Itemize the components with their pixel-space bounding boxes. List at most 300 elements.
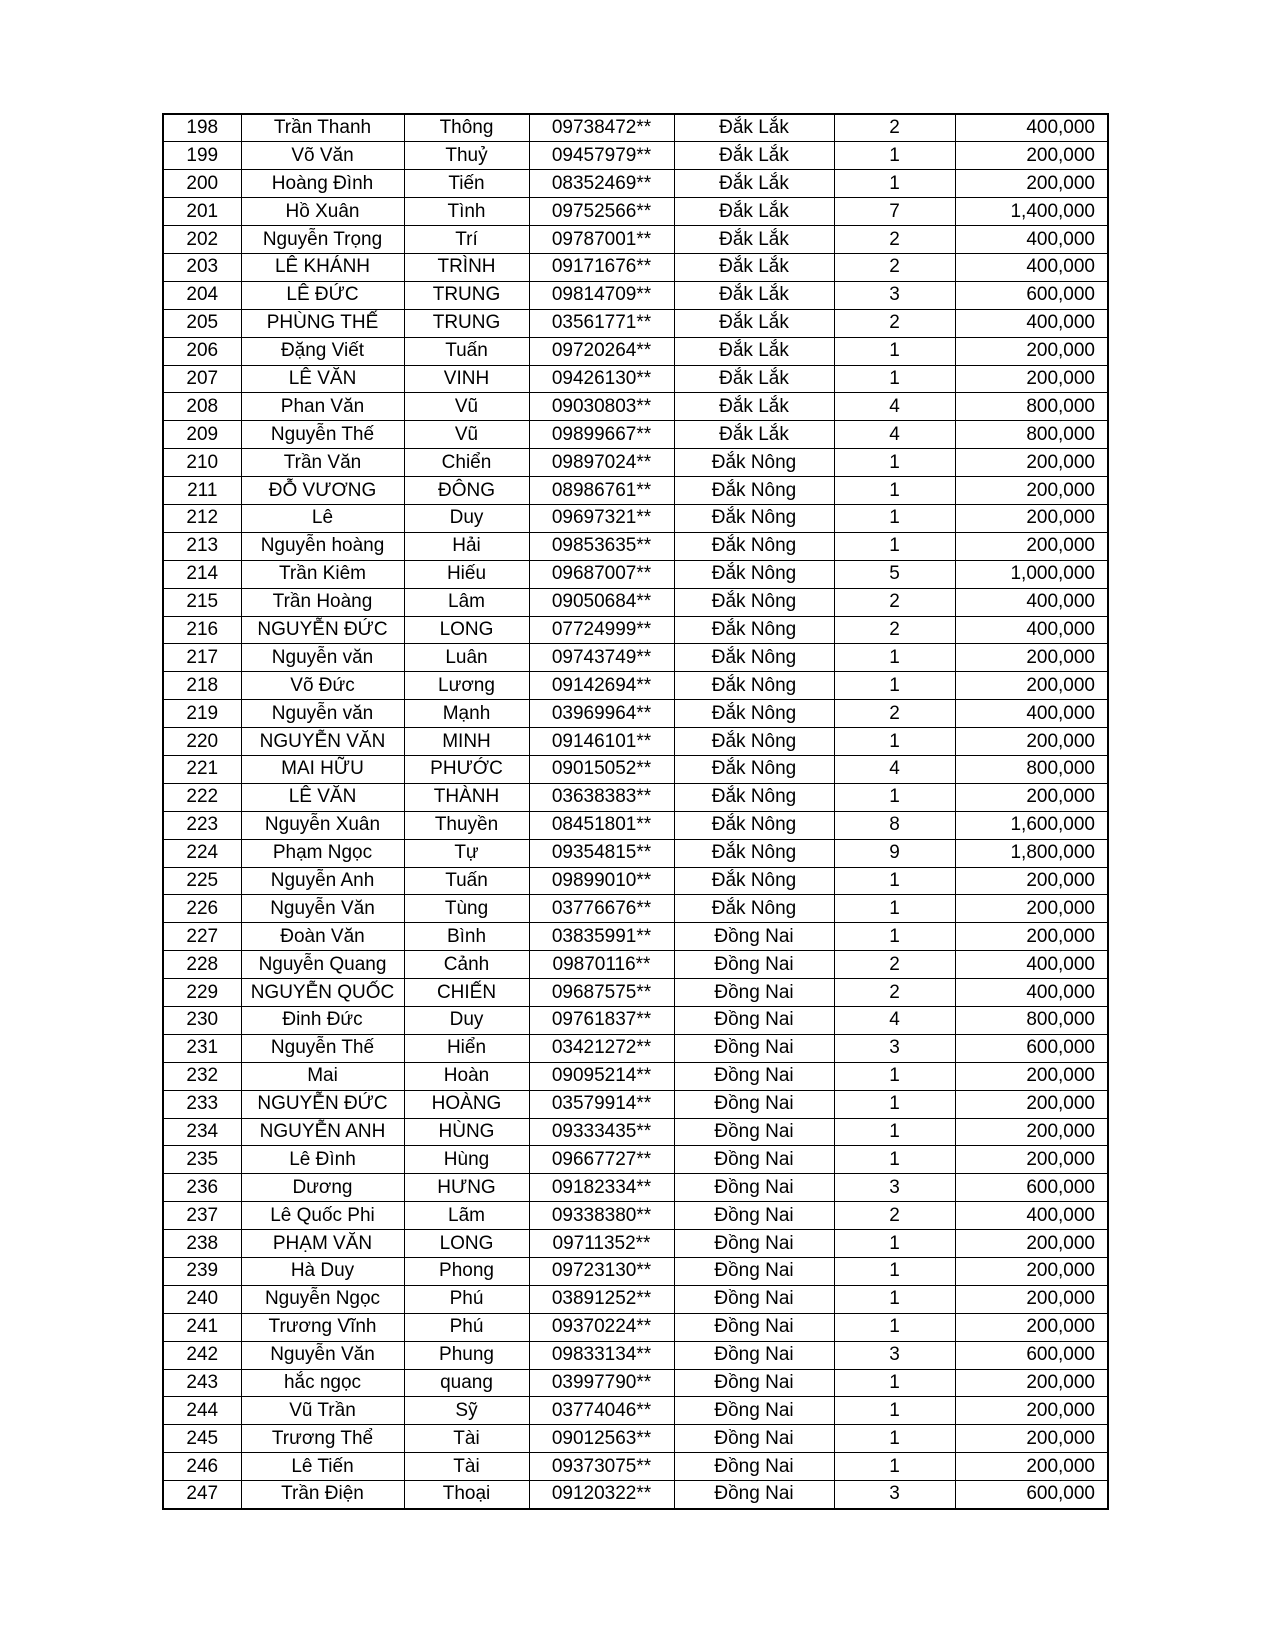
- province-cell: Đắk Lắk: [674, 337, 834, 365]
- phone-cell: 07724999**: [529, 616, 674, 644]
- table-row: [163, 170, 1108, 198]
- data-table: [162, 113, 1109, 1510]
- quantity-cell: 2: [834, 700, 955, 728]
- table-row: [163, 1313, 1108, 1341]
- quantity-cell: 1: [834, 867, 955, 895]
- province-cell: Đắk Nông: [674, 755, 834, 783]
- phone-cell: 09373075**: [529, 1453, 674, 1481]
- quantity-cell: 1: [834, 1230, 955, 1258]
- row-number-cell: 244: [163, 1397, 241, 1425]
- amount-cell: 600,000: [955, 1174, 1108, 1202]
- table-row: [163, 811, 1108, 839]
- quantity-cell: 4: [834, 421, 955, 449]
- row-number-cell: 232: [163, 1062, 241, 1090]
- last-middle-name-cell: Nguyễn Văn: [241, 1341, 404, 1369]
- row-number-cell: 236: [163, 1174, 241, 1202]
- province-cell: Đắk Lắk: [674, 170, 834, 198]
- phone-cell: 09720264**: [529, 337, 674, 365]
- last-middle-name-cell: Trần Thanh: [241, 114, 404, 142]
- province-cell: Đồng Nai: [674, 1369, 834, 1397]
- last-middle-name-cell: Đặng Viết: [241, 337, 404, 365]
- quantity-cell: 9: [834, 839, 955, 867]
- quantity-cell: 1: [834, 170, 955, 198]
- table-row: [163, 560, 1108, 588]
- row-number-cell: 234: [163, 1118, 241, 1146]
- amount-cell: 200,000: [955, 477, 1108, 505]
- first-name-cell: Tài: [404, 1453, 529, 1481]
- first-name-cell: Duy: [404, 504, 529, 532]
- phone-cell: 09870116**: [529, 951, 674, 979]
- province-cell: Đắk Lắk: [674, 226, 834, 254]
- table-row: [163, 198, 1108, 226]
- amount-cell: 200,000: [955, 895, 1108, 923]
- last-middle-name-cell: Trần Hoàng: [241, 588, 404, 616]
- amount-cell: 400,000: [955, 616, 1108, 644]
- table-row: [163, 477, 1108, 505]
- row-number-cell: 210: [163, 449, 241, 477]
- first-name-cell: Tiến: [404, 170, 529, 198]
- row-number-cell: 213: [163, 532, 241, 560]
- first-name-cell: THÀNH: [404, 783, 529, 811]
- province-cell: Đồng Nai: [674, 1174, 834, 1202]
- first-name-cell: Hiếu: [404, 560, 529, 588]
- phone-cell: 09833134**: [529, 1341, 674, 1369]
- table-row: [163, 309, 1108, 337]
- table-row: [163, 281, 1108, 309]
- quantity-cell: 1: [834, 1397, 955, 1425]
- amount-cell: 1,800,000: [955, 839, 1108, 867]
- row-number-cell: 247: [163, 1481, 241, 1509]
- table-row: [163, 951, 1108, 979]
- last-middle-name-cell: NGUYỄN ANH: [241, 1118, 404, 1146]
- first-name-cell: Thông: [404, 114, 529, 142]
- quantity-cell: 1: [834, 365, 955, 393]
- amount-cell: 400,000: [955, 979, 1108, 1007]
- province-cell: Đắk Lắk: [674, 114, 834, 142]
- row-number-cell: 203: [163, 253, 241, 281]
- phone-cell: 08451801**: [529, 811, 674, 839]
- last-middle-name-cell: Lê: [241, 504, 404, 532]
- last-middle-name-cell: LÊ VĂN: [241, 365, 404, 393]
- province-cell: Đồng Nai: [674, 979, 834, 1007]
- table-row: [163, 1174, 1108, 1202]
- last-middle-name-cell: Hồ Xuân: [241, 198, 404, 226]
- last-middle-name-cell: Trần Kiêm: [241, 560, 404, 588]
- quantity-cell: 7: [834, 198, 955, 226]
- last-middle-name-cell: NGUYỄN QUỐC: [241, 979, 404, 1007]
- province-cell: Đắk Nông: [674, 560, 834, 588]
- amount-cell: 200,000: [955, 1425, 1108, 1453]
- row-number-cell: 201: [163, 198, 241, 226]
- phone-cell: 09787001**: [529, 226, 674, 254]
- amount-cell: 200,000: [955, 1397, 1108, 1425]
- quantity-cell: 2: [834, 226, 955, 254]
- province-cell: Đắk Lắk: [674, 365, 834, 393]
- amount-cell: 200,000: [955, 783, 1108, 811]
- table-row: [163, 1369, 1108, 1397]
- province-cell: Đắk Nông: [674, 700, 834, 728]
- phone-cell: 09120322**: [529, 1481, 674, 1509]
- province-cell: Đắk Nông: [674, 783, 834, 811]
- first-name-cell: Hiển: [404, 1034, 529, 1062]
- quantity-cell: 5: [834, 560, 955, 588]
- last-middle-name-cell: hắc ngọc: [241, 1369, 404, 1397]
- table-row: [163, 142, 1108, 170]
- province-cell: Đồng Nai: [674, 1146, 834, 1174]
- first-name-cell: Phú: [404, 1285, 529, 1313]
- quantity-cell: 2: [834, 114, 955, 142]
- table-row: [163, 532, 1108, 560]
- row-number-cell: 208: [163, 393, 241, 421]
- quantity-cell: 1: [834, 1313, 955, 1341]
- last-middle-name-cell: Phan Văn: [241, 393, 404, 421]
- row-number-cell: 212: [163, 504, 241, 532]
- last-middle-name-cell: Dương: [241, 1174, 404, 1202]
- first-name-cell: Bình: [404, 923, 529, 951]
- first-name-cell: Sỹ: [404, 1397, 529, 1425]
- quantity-cell: 3: [834, 1174, 955, 1202]
- amount-cell: 600,000: [955, 1481, 1108, 1509]
- table-body: [163, 114, 1108, 1509]
- last-middle-name-cell: NGUYỄN ĐỨC: [241, 616, 404, 644]
- row-number-cell: 215: [163, 588, 241, 616]
- first-name-cell: Cảnh: [404, 951, 529, 979]
- amount-cell: 400,000: [955, 588, 1108, 616]
- row-number-cell: 202: [163, 226, 241, 254]
- last-middle-name-cell: Trần Điện: [241, 1481, 404, 1509]
- row-number-cell: 220: [163, 728, 241, 756]
- province-cell: Đồng Nai: [674, 1118, 834, 1146]
- phone-cell: 09426130**: [529, 365, 674, 393]
- row-number-cell: 235: [163, 1146, 241, 1174]
- row-number-cell: 238: [163, 1230, 241, 1258]
- phone-cell: 09457979**: [529, 142, 674, 170]
- last-middle-name-cell: Nguyễn Quang: [241, 951, 404, 979]
- phone-cell: 03835991**: [529, 923, 674, 951]
- row-number-cell: 219: [163, 700, 241, 728]
- row-number-cell: 198: [163, 114, 241, 142]
- amount-cell: 200,000: [955, 504, 1108, 532]
- amount-cell: 200,000: [955, 672, 1108, 700]
- phone-cell: 09723130**: [529, 1258, 674, 1286]
- last-middle-name-cell: Nguyễn Thế: [241, 1034, 404, 1062]
- row-number-cell: 221: [163, 755, 241, 783]
- row-number-cell: 237: [163, 1202, 241, 1230]
- first-name-cell: Tình: [404, 198, 529, 226]
- amount-cell: 600,000: [955, 281, 1108, 309]
- amount-cell: 200,000: [955, 867, 1108, 895]
- table-row: [163, 616, 1108, 644]
- amount-cell: 1,600,000: [955, 811, 1108, 839]
- amount-cell: 800,000: [955, 1007, 1108, 1035]
- first-name-cell: ĐÔNG: [404, 477, 529, 505]
- table-row: [163, 1230, 1108, 1258]
- table-row: [163, 783, 1108, 811]
- first-name-cell: HOÀNG: [404, 1090, 529, 1118]
- amount-cell: 200,000: [955, 1230, 1108, 1258]
- table-row: [163, 504, 1108, 532]
- phone-cell: 08986761**: [529, 477, 674, 505]
- quantity-cell: 2: [834, 588, 955, 616]
- province-cell: Đồng Nai: [674, 1202, 834, 1230]
- quantity-cell: 1: [834, 504, 955, 532]
- phone-cell: 09697321**: [529, 504, 674, 532]
- phone-cell: 09738472**: [529, 114, 674, 142]
- amount-cell: 600,000: [955, 1341, 1108, 1369]
- province-cell: Đồng Nai: [674, 1425, 834, 1453]
- quantity-cell: 3: [834, 1341, 955, 1369]
- row-number-cell: 241: [163, 1313, 241, 1341]
- first-name-cell: LONG: [404, 616, 529, 644]
- table-row: [163, 1007, 1108, 1035]
- last-middle-name-cell: Đoàn Văn: [241, 923, 404, 951]
- phone-cell: 03561771**: [529, 309, 674, 337]
- last-middle-name-cell: LÊ VĂN: [241, 783, 404, 811]
- first-name-cell: Luân: [404, 644, 529, 672]
- row-number-cell: 231: [163, 1034, 241, 1062]
- province-cell: Đắk Nông: [674, 728, 834, 756]
- amount-cell: 400,000: [955, 226, 1108, 254]
- first-name-cell: Thuyền: [404, 811, 529, 839]
- last-middle-name-cell: Nguyễn văn: [241, 644, 404, 672]
- table-row: [163, 839, 1108, 867]
- first-name-cell: MINH: [404, 728, 529, 756]
- phone-cell: 09015052**: [529, 755, 674, 783]
- table-row: [163, 1425, 1108, 1453]
- table-row: [163, 867, 1108, 895]
- amount-cell: 400,000: [955, 1202, 1108, 1230]
- province-cell: Đồng Nai: [674, 1007, 834, 1035]
- last-middle-name-cell: Trần Văn: [241, 449, 404, 477]
- quantity-cell: 1: [834, 1425, 955, 1453]
- phone-cell: 09743749**: [529, 644, 674, 672]
- quantity-cell: 1: [834, 1118, 955, 1146]
- phone-cell: 09338380**: [529, 1202, 674, 1230]
- amount-cell: 800,000: [955, 421, 1108, 449]
- amount-cell: 200,000: [955, 1453, 1108, 1481]
- province-cell: Đồng Nai: [674, 923, 834, 951]
- quantity-cell: 1: [834, 1285, 955, 1313]
- first-name-cell: Mạnh: [404, 700, 529, 728]
- table-row: [163, 1285, 1108, 1313]
- last-middle-name-cell: Nguyễn văn: [241, 700, 404, 728]
- phone-cell: 08352469**: [529, 170, 674, 198]
- phone-cell: 09142694**: [529, 672, 674, 700]
- last-middle-name-cell: MAI HỮU: [241, 755, 404, 783]
- table-row: [163, 1118, 1108, 1146]
- last-middle-name-cell: Trương Vĩnh: [241, 1313, 404, 1341]
- province-cell: Đồng Nai: [674, 1313, 834, 1341]
- quantity-cell: 1: [834, 783, 955, 811]
- phone-cell: 09752566**: [529, 198, 674, 226]
- province-cell: Đắk Nông: [674, 811, 834, 839]
- phone-cell: 09030803**: [529, 393, 674, 421]
- first-name-cell: Phong: [404, 1258, 529, 1286]
- quantity-cell: 1: [834, 1090, 955, 1118]
- table-row: [163, 421, 1108, 449]
- first-name-cell: Phung: [404, 1341, 529, 1369]
- amount-cell: 800,000: [955, 755, 1108, 783]
- quantity-cell: 1: [834, 728, 955, 756]
- row-number-cell: 216: [163, 616, 241, 644]
- phone-cell: 09095214**: [529, 1062, 674, 1090]
- table-row: [163, 226, 1108, 254]
- last-middle-name-cell: Phạm Ngọc: [241, 839, 404, 867]
- quantity-cell: 1: [834, 1146, 955, 1174]
- province-cell: Đắk Nông: [674, 588, 834, 616]
- phone-cell: 09687007**: [529, 560, 674, 588]
- quantity-cell: 1: [834, 895, 955, 923]
- phone-cell: 03891252**: [529, 1285, 674, 1313]
- table-row: [163, 1341, 1108, 1369]
- amount-cell: 400,000: [955, 253, 1108, 281]
- phone-cell: 09012563**: [529, 1425, 674, 1453]
- province-cell: Đắk Nông: [674, 616, 834, 644]
- last-middle-name-cell: Đinh Đức: [241, 1007, 404, 1035]
- phone-cell: 09899667**: [529, 421, 674, 449]
- row-number-cell: 228: [163, 951, 241, 979]
- table-row: [163, 337, 1108, 365]
- first-name-cell: Hùng: [404, 1146, 529, 1174]
- row-number-cell: 224: [163, 839, 241, 867]
- first-name-cell: Tuấn: [404, 867, 529, 895]
- province-cell: Đồng Nai: [674, 951, 834, 979]
- province-cell: Đồng Nai: [674, 1034, 834, 1062]
- table-row: [163, 365, 1108, 393]
- phone-cell: 09354815**: [529, 839, 674, 867]
- quantity-cell: 1: [834, 1258, 955, 1286]
- phone-cell: 09370224**: [529, 1313, 674, 1341]
- last-middle-name-cell: Hoàng Đình: [241, 170, 404, 198]
- amount-cell: 200,000: [955, 644, 1108, 672]
- phone-cell: 03969964**: [529, 700, 674, 728]
- phone-cell: 09761837**: [529, 1007, 674, 1035]
- amount-cell: 200,000: [955, 337, 1108, 365]
- amount-cell: 200,000: [955, 1146, 1108, 1174]
- province-cell: Đồng Nai: [674, 1453, 834, 1481]
- table-row: [163, 1258, 1108, 1286]
- quantity-cell: 3: [834, 281, 955, 309]
- row-number-cell: 209: [163, 421, 241, 449]
- last-middle-name-cell: PHÙNG THẾ: [241, 309, 404, 337]
- last-middle-name-cell: Nguyễn Văn: [241, 895, 404, 923]
- province-cell: Đắk Nông: [674, 672, 834, 700]
- first-name-cell: Thoại: [404, 1481, 529, 1509]
- last-middle-name-cell: Nguyễn Trọng: [241, 226, 404, 254]
- amount-cell: 200,000: [955, 365, 1108, 393]
- row-number-cell: 245: [163, 1425, 241, 1453]
- last-middle-name-cell: Võ Văn: [241, 142, 404, 170]
- last-middle-name-cell: Lê Tiến: [241, 1453, 404, 1481]
- first-name-cell: TRUNG: [404, 309, 529, 337]
- first-name-cell: HƯNG: [404, 1174, 529, 1202]
- table-row: [163, 979, 1108, 1007]
- phone-cell: 09687575**: [529, 979, 674, 1007]
- province-cell: Đắk Nông: [674, 839, 834, 867]
- first-name-cell: Phú: [404, 1313, 529, 1341]
- amount-cell: 200,000: [955, 449, 1108, 477]
- amount-cell: 200,000: [955, 170, 1108, 198]
- table-row: [163, 672, 1108, 700]
- first-name-cell: Vũ: [404, 393, 529, 421]
- row-number-cell: 243: [163, 1369, 241, 1397]
- amount-cell: 200,000: [955, 1118, 1108, 1146]
- row-number-cell: 200: [163, 170, 241, 198]
- row-number-cell: 207: [163, 365, 241, 393]
- phone-cell: 03997790**: [529, 1369, 674, 1397]
- amount-cell: 400,000: [955, 951, 1108, 979]
- row-number-cell: 222: [163, 783, 241, 811]
- table-row: [163, 728, 1108, 756]
- first-name-cell: HÙNG: [404, 1118, 529, 1146]
- row-number-cell: 206: [163, 337, 241, 365]
- first-name-cell: Trí: [404, 226, 529, 254]
- last-middle-name-cell: Nguyễn Ngọc: [241, 1285, 404, 1313]
- table-row: [163, 588, 1108, 616]
- phone-cell: 09333435**: [529, 1118, 674, 1146]
- province-cell: Đắk Lắk: [674, 253, 834, 281]
- last-middle-name-cell: Hà Duy: [241, 1258, 404, 1286]
- province-cell: Đắk Lắk: [674, 309, 834, 337]
- table-row: [163, 1090, 1108, 1118]
- row-number-cell: 199: [163, 142, 241, 170]
- last-middle-name-cell: Võ Đức: [241, 672, 404, 700]
- last-middle-name-cell: Nguyễn hoàng: [241, 532, 404, 560]
- first-name-cell: Tự: [404, 839, 529, 867]
- amount-cell: 600,000: [955, 1034, 1108, 1062]
- last-middle-name-cell: NGUYỄN VĂN: [241, 728, 404, 756]
- table-row: [163, 700, 1108, 728]
- row-number-cell: 240: [163, 1285, 241, 1313]
- province-cell: Đắk Nông: [674, 895, 834, 923]
- amount-cell: 400,000: [955, 309, 1108, 337]
- first-name-cell: CHIẾN: [404, 979, 529, 1007]
- province-cell: Đồng Nai: [674, 1090, 834, 1118]
- last-middle-name-cell: LÊ ĐỨC: [241, 281, 404, 309]
- last-middle-name-cell: PHẠM VĂN: [241, 1230, 404, 1258]
- last-middle-name-cell: Trương Thể: [241, 1425, 404, 1453]
- row-number-cell: 205: [163, 309, 241, 337]
- province-cell: Đồng Nai: [674, 1230, 834, 1258]
- phone-cell: 09853635**: [529, 532, 674, 560]
- first-name-cell: Chiển: [404, 449, 529, 477]
- quantity-cell: 3: [834, 1034, 955, 1062]
- province-cell: Đồng Nai: [674, 1062, 834, 1090]
- amount-cell: 200,000: [955, 1285, 1108, 1313]
- last-middle-name-cell: Nguyễn Xuân: [241, 811, 404, 839]
- phone-cell: 09171676**: [529, 253, 674, 281]
- quantity-cell: 1: [834, 337, 955, 365]
- table-row: [163, 1146, 1108, 1174]
- last-middle-name-cell: ĐỖ VƯƠNG: [241, 477, 404, 505]
- amount-cell: 200,000: [955, 923, 1108, 951]
- quantity-cell: 3: [834, 1481, 955, 1509]
- first-name-cell: Lâm: [404, 588, 529, 616]
- phone-cell: 09667727**: [529, 1146, 674, 1174]
- table-row: [163, 644, 1108, 672]
- amount-cell: 400,000: [955, 114, 1108, 142]
- province-cell: Đồng Nai: [674, 1397, 834, 1425]
- row-number-cell: 233: [163, 1090, 241, 1118]
- table-row: [163, 114, 1108, 142]
- amount-cell: 200,000: [955, 1313, 1108, 1341]
- first-name-cell: TRÌNH: [404, 253, 529, 281]
- first-name-cell: LONG: [404, 1230, 529, 1258]
- row-number-cell: 246: [163, 1453, 241, 1481]
- phone-cell: 09897024**: [529, 449, 674, 477]
- row-number-cell: 211: [163, 477, 241, 505]
- quantity-cell: 1: [834, 644, 955, 672]
